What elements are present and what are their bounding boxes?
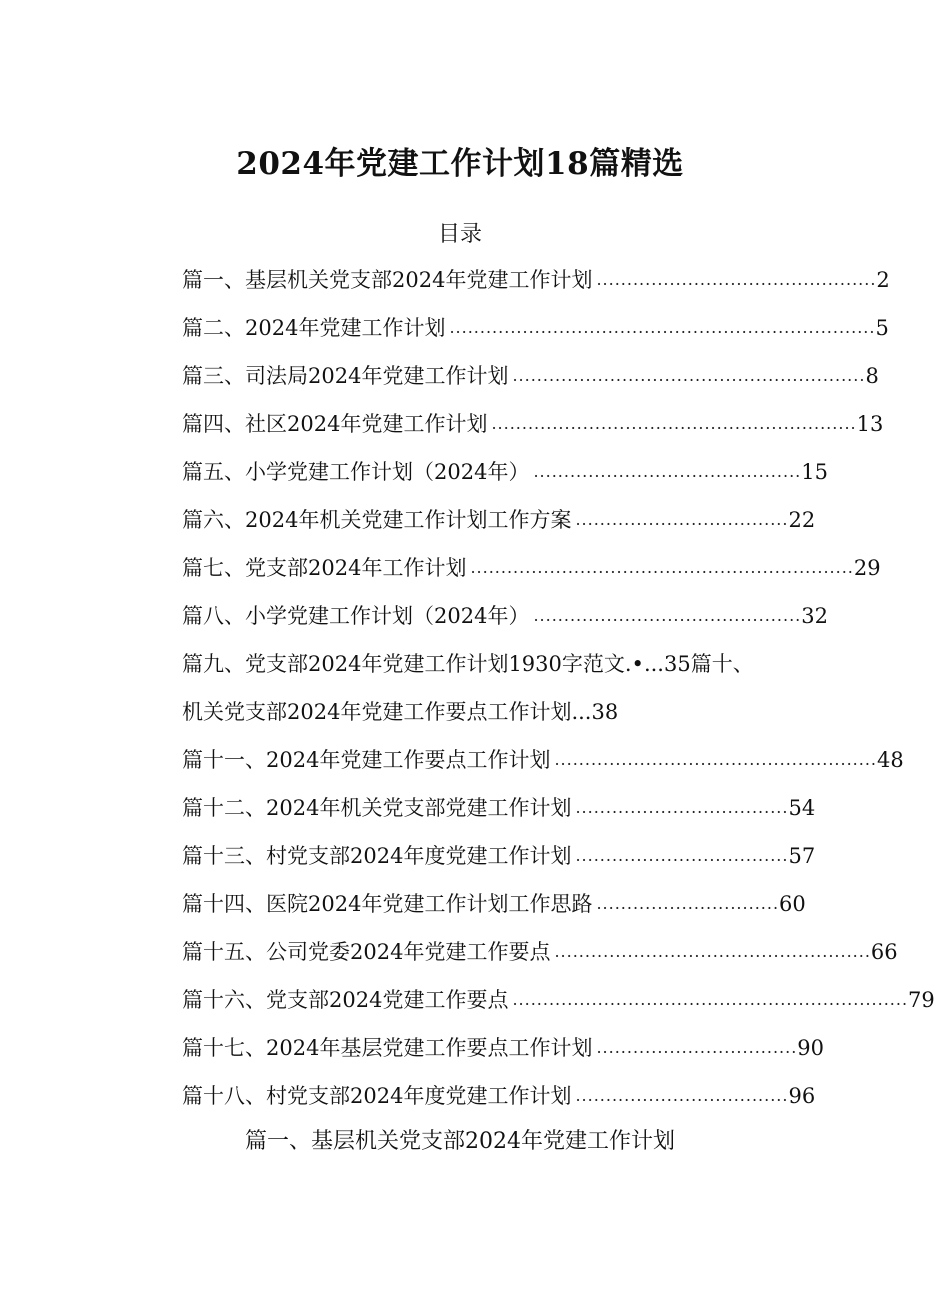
toc-item-label: 篇六、2024年机关党建工作计划工作方案 [182, 508, 572, 532]
toc-leader-dots: ............................................................... [470, 558, 854, 577]
toc-item-label: 篇十七、2024年基层党建工作要点工作计划 [182, 1036, 593, 1060]
toc-item-label: 篇四、社区2024年党建工作计划 [182, 412, 488, 436]
page-title: 2024年党建工作计划18篇精选 [236, 146, 684, 182]
toc-item[interactable] [182, 838, 816, 886]
toc-item-page: 57 [788, 844, 816, 868]
toc-item-page: 48 [877, 748, 904, 772]
toc-leader-dots: .......................................................... [512, 366, 866, 385]
toc-leader-dots: .............................. [596, 894, 780, 913]
toc-item[interactable] [182, 934, 898, 982]
toc-leader-dots: .................................................... [554, 942, 871, 961]
toc-item-label: 篇八、小学党建工作计划（2024年） [182, 604, 530, 628]
toc-item-label: 篇二、2024年党建工作计划 [182, 316, 446, 340]
toc-leader-dots: ...................................................................... [449, 318, 876, 337]
table-of-contents [182, 262, 935, 1126]
toc-item[interactable] [182, 358, 879, 406]
toc-item-label: 篇十一、2024年党建工作要点工作计划 [182, 748, 551, 772]
toc-item[interactable] [182, 790, 816, 838]
toc-item-page: 79 [908, 988, 935, 1012]
toc-item-page: 60 [779, 892, 806, 916]
toc-leader-dots: ............................................................ [491, 414, 857, 433]
toc-item-page: 22 [788, 508, 816, 532]
toc-leader-dots: ................................................................. [512, 990, 909, 1009]
toc-item-page: 29 [853, 556, 881, 580]
toc-leader-dots: ................................... [575, 1086, 789, 1105]
toc-item-page: 8 [865, 364, 879, 388]
toc-item[interactable] [182, 982, 935, 1030]
toc-item-label: 篇十三、村党支部2024年度党建工作计划 [182, 844, 572, 868]
toc-item[interactable] [182, 550, 881, 598]
toc-item-page: 96 [788, 1084, 816, 1108]
toc-item-page: 32 [801, 604, 828, 628]
toc-item-page: 66 [870, 940, 898, 964]
toc-item[interactable] [182, 406, 884, 454]
toc-item-wrapped-line-1[interactable]: 篇九、党支部2024年党建工作计划1930字范文.•...35篇十、 [182, 652, 754, 676]
toc-item-label: 篇十二、2024年机关党支部党建工作计划 [182, 796, 572, 820]
toc-item-page: 54 [788, 796, 816, 820]
toc-leader-dots: ................................... [575, 510, 789, 529]
toc-item-page: 15 [801, 460, 828, 484]
toc-item[interactable] [182, 1030, 825, 1078]
toc-item[interactable] [182, 262, 890, 310]
toc-item-page: 13 [856, 412, 884, 436]
toc-item[interactable] [182, 454, 828, 502]
toc-item-page: 2 [876, 268, 890, 292]
toc-leader-dots: ................................... [575, 846, 789, 865]
toc-item-label: 篇三、司法局2024年党建工作计划 [182, 364, 509, 388]
toc-item-label: 篇十八、村党支部2024年度党建工作计划 [182, 1084, 572, 1108]
toc-leader-dots: ................................. [596, 1038, 798, 1057]
toc-item[interactable] [182, 502, 816, 550]
toc-item-label: 篇十四、医院2024年党建工作计划工作思路 [182, 892, 593, 916]
toc-item[interactable] [182, 310, 889, 358]
toc-leader-dots: ............................................ [533, 606, 802, 625]
toc-item-label: 篇五、小学党建工作计划（2024年） [182, 460, 530, 484]
toc-item-label: 篇十六、党支部2024党建工作要点 [182, 988, 509, 1012]
toc-leader-dots: ..................................................... [554, 750, 878, 769]
toc-item-wrapped-line-2[interactable]: 机关党支部2024年党建工作要点工作计划...38 [182, 700, 619, 724]
toc-item[interactable] [182, 1078, 816, 1126]
toc-item-page: 5 [875, 316, 889, 340]
section-heading: 篇一、基层机关党支部2024年党建工作计划 [245, 1129, 675, 1154]
toc-heading: 目录 [437, 222, 482, 247]
toc-item-label: 篇十五、公司党委2024年党建工作要点 [182, 940, 551, 964]
toc-leader-dots: ............................................ [533, 462, 802, 481]
toc-item-page: 90 [797, 1036, 825, 1060]
toc-item[interactable] [182, 742, 904, 790]
toc-item[interactable] [182, 886, 806, 934]
toc-leader-dots: ................................... [575, 798, 789, 817]
toc-leader-dots: .............................................. [596, 270, 877, 289]
toc-item[interactable] [182, 598, 828, 646]
toc-item-label: 篇一、基层机关党支部2024年党建工作计划 [182, 268, 593, 292]
toc-item-label: 篇七、党支部2024年工作计划 [182, 556, 467, 580]
